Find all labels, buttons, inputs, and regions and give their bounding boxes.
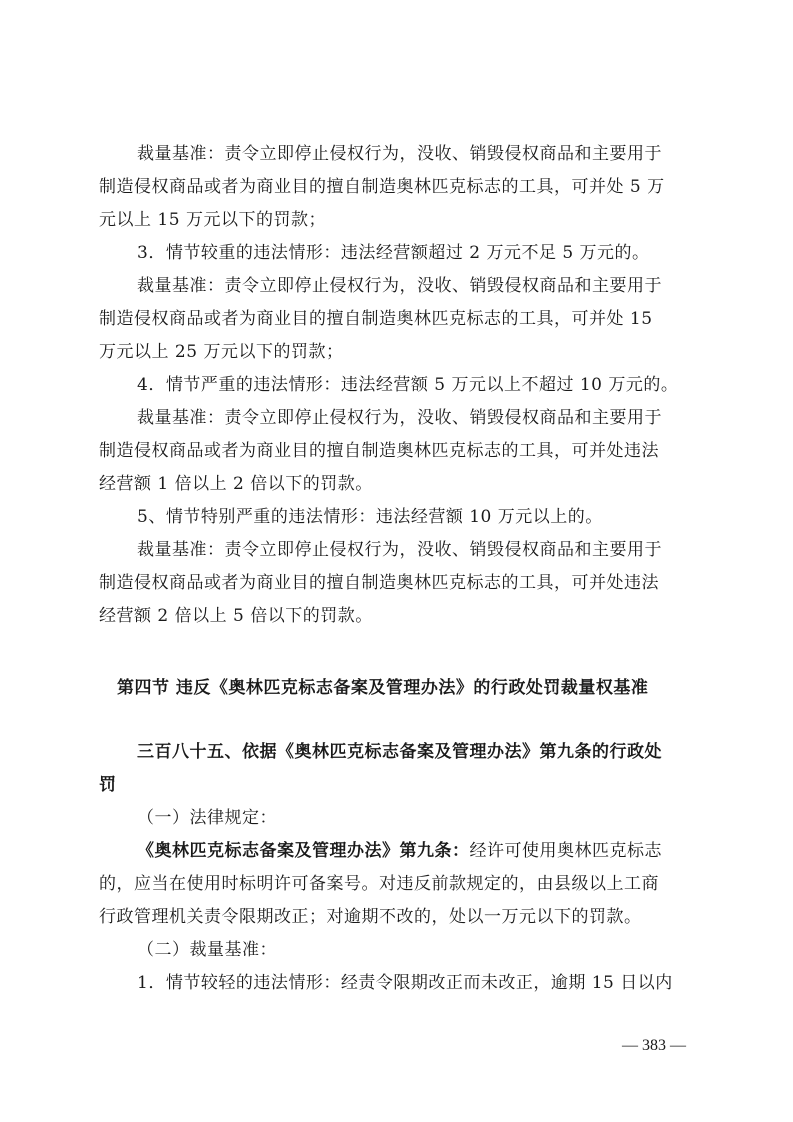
paragraph-line: 裁量基准：责令立即停止侵权行为，没收、销毁侵权商品和主要用于 [137, 408, 662, 428]
paragraph-line: 经营额 2 倍以上 5 倍以下的罚款。 [99, 606, 373, 626]
article-heading: 三百八十五、依据《奥林匹克标志备案及管理办法》第九条的行政处 [137, 742, 662, 762]
law-text: 经许可使用奥林匹克标志 [469, 841, 662, 861]
paragraph-line: 裁量基准：责令立即停止侵权行为，没收、销毁侵权商品和主要用于 [137, 276, 662, 296]
paragraph-line: 元以上 15 万元以下的罚款； [99, 210, 326, 230]
section-heading: 第四节 违反《奥林匹克标志备案及管理办法》的行政处罚裁量权基准 [117, 678, 649, 698]
law-text-line: 的，应当在使用时标明许可备案号。对违反前款规定的，由县级以上工商 [99, 874, 659, 894]
paragraph-line: 裁量基准：责令立即停止侵权行为，没收、销毁侵权商品和主要用于 [137, 540, 662, 560]
paragraph-line: 经营额 1 倍以上 2 倍以下的罚款。 [99, 474, 373, 494]
paragraph-line: 4．情节严重的违法情形：违法经营额 5 万元以上不超过 10 万元的。 [137, 375, 679, 395]
paragraph-line: 万元以上 25 万元以下的罚款； [99, 342, 344, 362]
article-heading-continued: 罚 [99, 775, 117, 795]
paragraph-line: 制造侵权商品或者为商业目的擅自制造奥林匹克标志的工具，可并处 5 万 [99, 177, 665, 197]
paragraph-line: 制造侵权商品或者为商业目的擅自制造奥林匹克标志的工具，可并处违法 [99, 573, 659, 593]
paragraph-line: 制造侵权商品或者为商业目的擅自制造奥林匹克标志的工具，可并处违法 [99, 441, 659, 461]
law-name: 《奥林匹克标志备案及管理办法》第九条： [137, 841, 470, 861]
law-text-line [137, 839, 662, 863]
paragraph-line: 5、情节特别严重的违法情形：违法经营额 10 万元以上的。 [137, 507, 603, 527]
paragraph-line: 制造侵权商品或者为商业目的擅自制造奥林匹克标志的工具，可并处 15 [99, 309, 653, 329]
law-text-line: 行政管理机关责令限期改正；对逾期不改的，处以一万元以下的罚款。 [99, 907, 642, 927]
page-number: — 383 — [622, 1037, 686, 1054]
discretion-standard-label: （二）裁量基准： [137, 940, 277, 960]
item-1-line: 1．情节较轻的违法情形：经责令限期改正而未改正，逾期 15 日以内 [137, 973, 673, 993]
paragraph-line: 裁量基准：责令立即停止侵权行为，没收、销毁侵权商品和主要用于 [137, 144, 662, 164]
paragraph-line: 3．情节较重的违法情形：违法经营额超过 2 万元不足 5 万元的。 [137, 243, 650, 263]
legal-provisions-label: （一）法律规定： [137, 808, 277, 828]
